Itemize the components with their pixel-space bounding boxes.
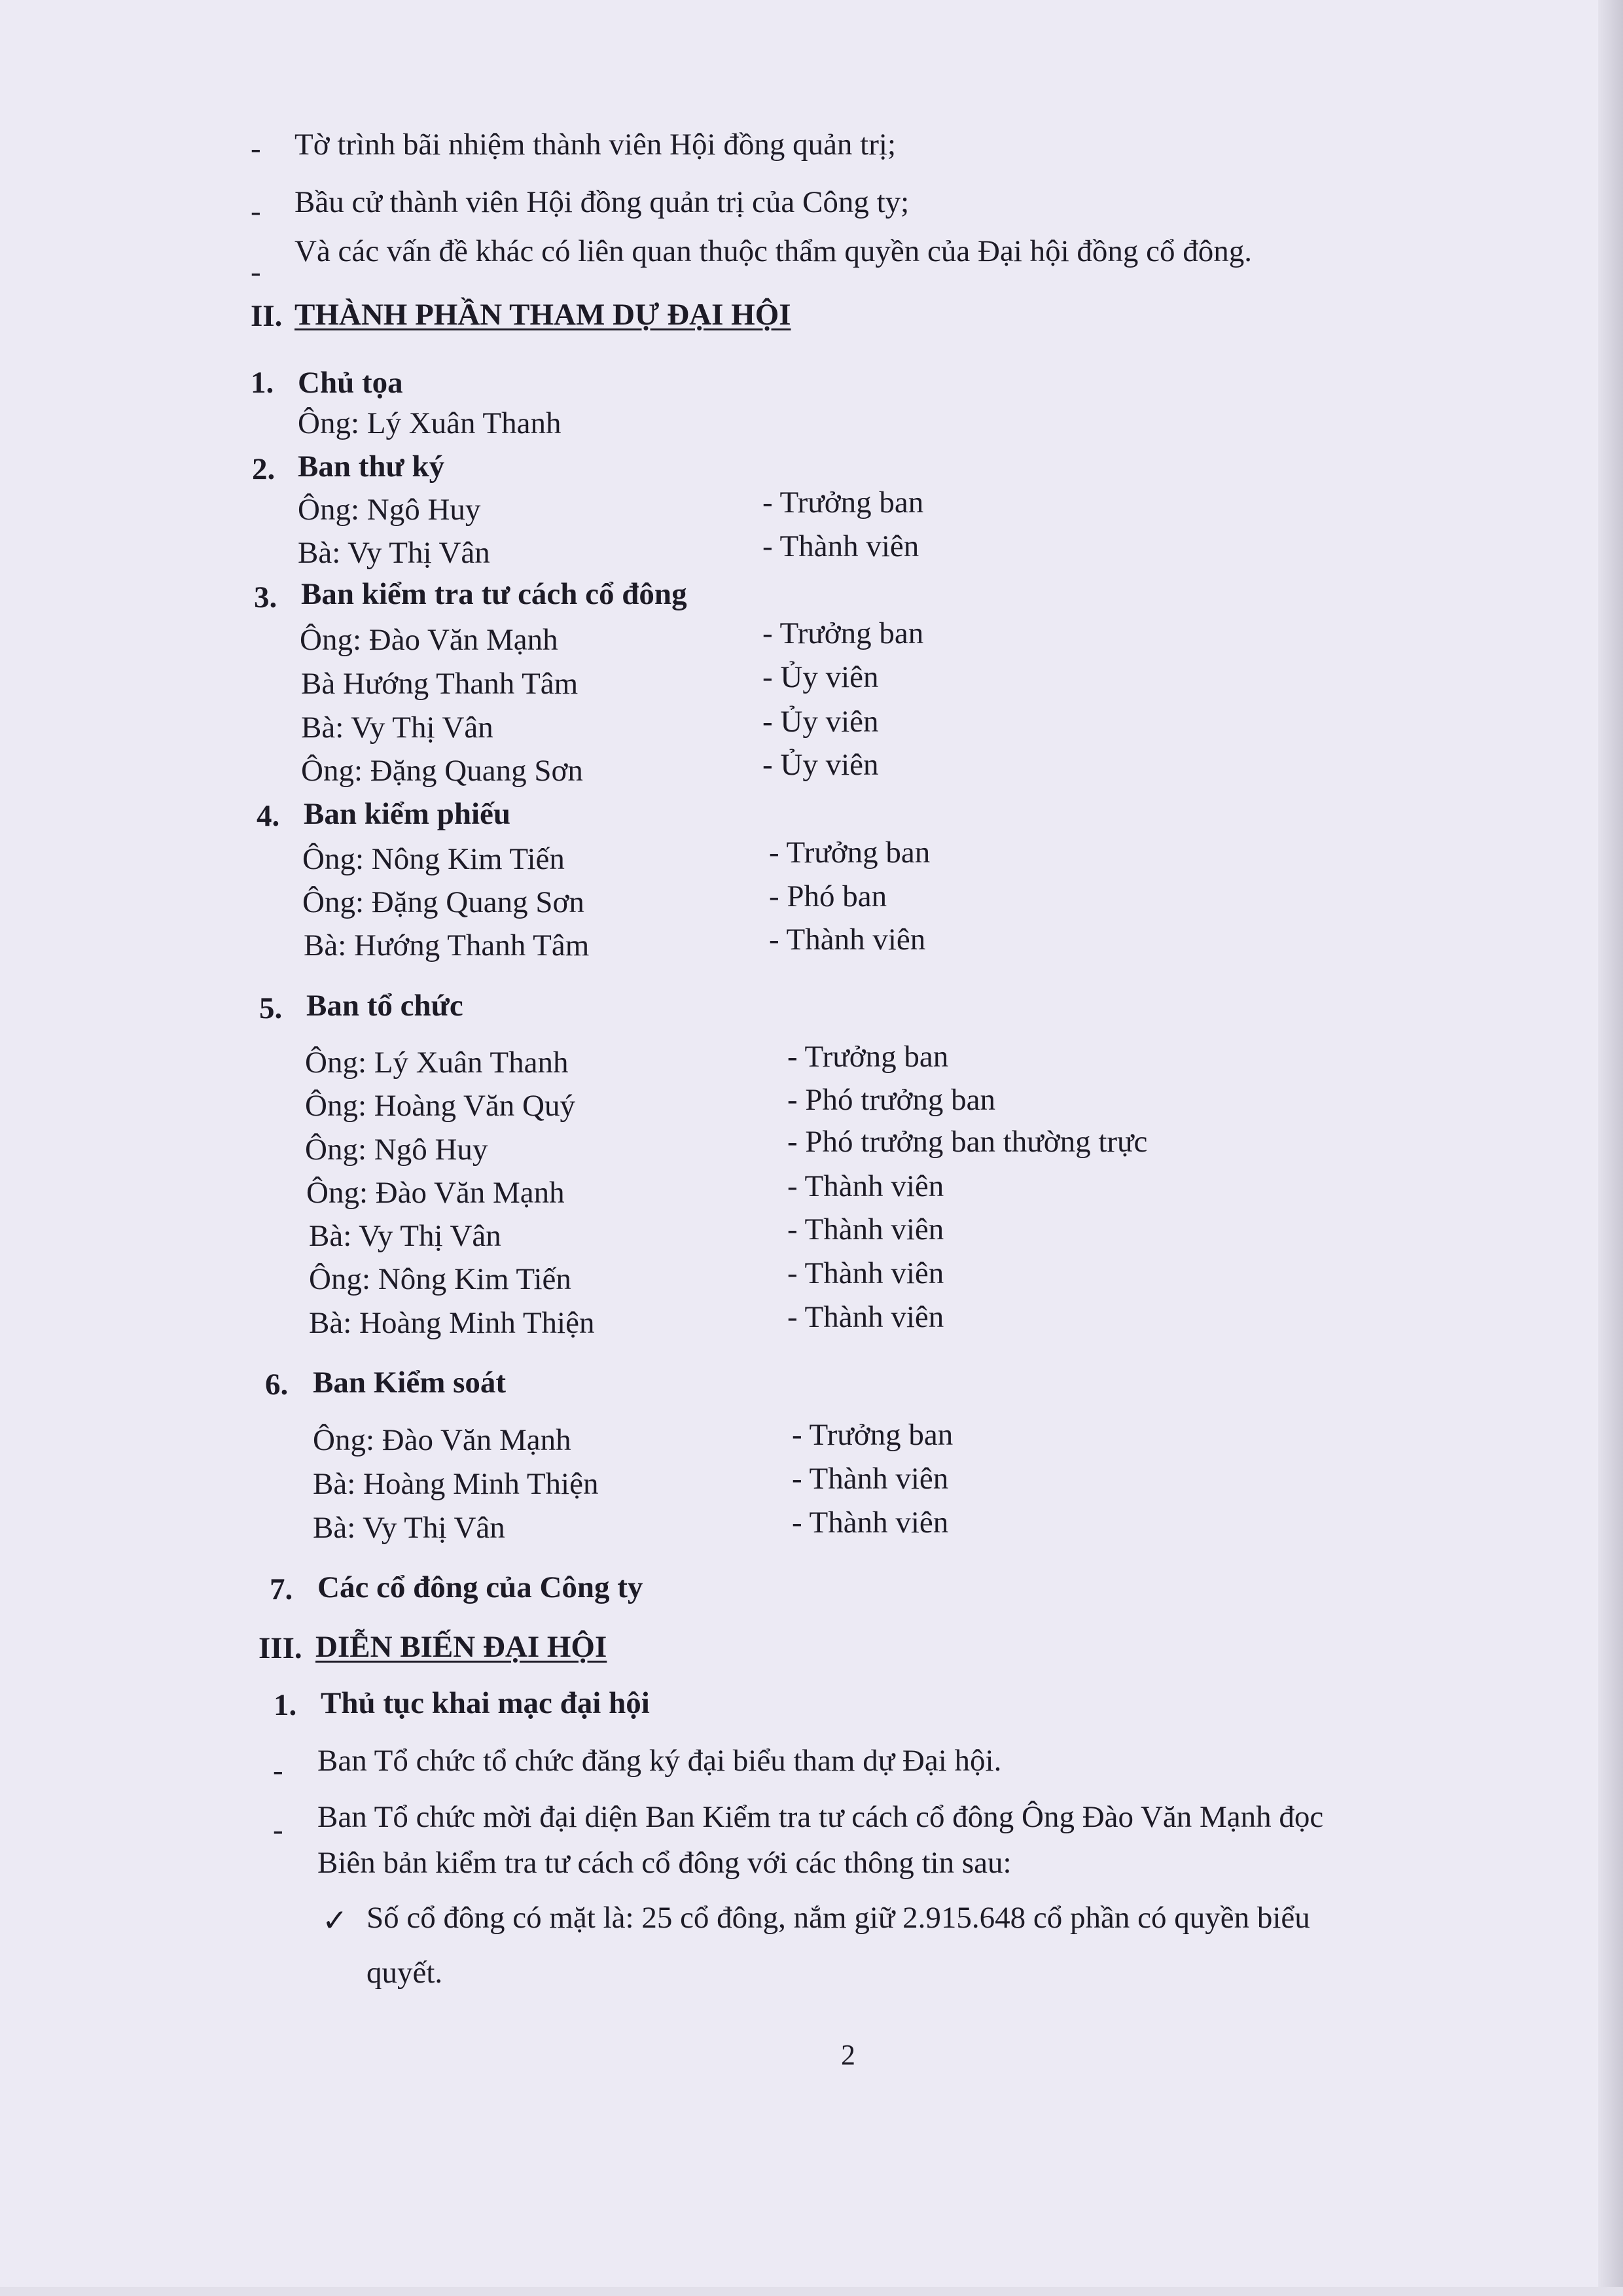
member-role: - Phó trưởng ban thường trực [787, 1125, 1148, 1159]
group-title: Ban kiểm tra tư cách cổ đông [301, 577, 687, 611]
section-title: THÀNH PHẦN THAM DỰ ĐẠI HỘI [294, 298, 791, 332]
member-name: Ông: Nông Kim Tiến [302, 842, 565, 876]
section-title: DIỄN BIẾN ĐẠI HỘI [315, 1630, 607, 1664]
member-role: - Trưởng ban [769, 836, 931, 870]
member-name: Bà: Vy Thị Vân [301, 711, 493, 745]
member-name: Bà: Hoàng Minh Thiện [313, 1467, 599, 1501]
group-title: Ban kiểm phiếu [304, 797, 511, 831]
member-name: Ông: Đào Văn Mạnh [300, 623, 558, 657]
group-title: Các cổ đông của Công ty [317, 1570, 643, 1604]
member-role: - Trưởng ban [762, 486, 924, 520]
member-role: - Thành viên [787, 1300, 944, 1334]
procedure-item-line: Ban Tổ chức mời đại diện Ban Kiểm tra tư cách cổ đông Ông Đào Văn Mạnh đọc [317, 1800, 1324, 1834]
check-item-line: quyết. [366, 1956, 443, 1990]
group-title: Ban thư ký [298, 450, 445, 484]
member-role: - Thành viên [762, 529, 919, 563]
intro-item: Bầu cử thành viên Hội đồng quản trị của Công ty; [294, 185, 910, 219]
member-role: - Thành viên [787, 1169, 944, 1203]
procedure-item-line: Biên bản kiểm tra tư cách cổ đông với các thông tin sau: [317, 1846, 1012, 1880]
member-role: - Ủy viên [762, 748, 879, 782]
group-number: 5. [259, 991, 283, 1025]
bullet-dash: - [251, 255, 261, 289]
member-name: Bà: Vy Thị Vân [313, 1511, 505, 1545]
member-role: - Trưởng ban [787, 1040, 949, 1074]
group-number: 7. [270, 1572, 293, 1606]
member-name: Ông: Đào Văn Mạnh [306, 1176, 565, 1210]
check-item-line: Số cổ đông có mặt là: 25 cổ đông, nắm giữ 2.915.648 cổ phần có quyền biểu [366, 1901, 1310, 1935]
member-role: - Thành viên [787, 1212, 944, 1246]
member-name: Ông: Đặng Quang Sơn [302, 885, 584, 919]
group-title: Ban Kiểm soát [313, 1366, 507, 1400]
bullet-dash: - [251, 132, 261, 166]
page-edge-bottom [0, 2287, 1623, 2296]
member-name: Ông: Lý Xuân Thanh [305, 1046, 569, 1080]
member-name: Bà: Hướng Thanh Tâm [304, 928, 590, 963]
group-number: 6. [265, 1368, 289, 1402]
member-name: Ông: Hoàng Văn Quý [305, 1089, 575, 1123]
section-numeral: II. [251, 299, 283, 333]
member-role: - Phó ban [769, 879, 887, 913]
member-name: Bà: Hoàng Minh Thiện [309, 1306, 595, 1340]
member-name: Bà: Vy Thị Vân [298, 536, 490, 570]
member-role: - Trưởng ban [792, 1418, 954, 1452]
intro-item: Tờ trình bãi nhiệm thành viên Hội đồng quản trị; [294, 128, 897, 162]
member-role: - Ủy viên [762, 705, 879, 739]
member-name: Ông: Ngô Huy [298, 493, 481, 527]
intro-item: Và các vấn đề khác có liên quan thuộc thẩm quyền của Đại hội đồng cổ đông. [294, 234, 1253, 268]
member-role: - Thành viên [769, 923, 926, 957]
group-title: Chủ tọa [298, 366, 403, 400]
member-role: - Thành viên [792, 1462, 949, 1496]
member-name: Ông: Ngô Huy [305, 1133, 488, 1167]
member-role: - Thành viên [792, 1506, 949, 1540]
checkmark-icon: ✓ [322, 1903, 348, 1939]
member-role: - Ủy viên [762, 660, 879, 694]
group-title: Ban tổ chức [306, 989, 463, 1023]
member-role: - Phó trưởng ban [787, 1083, 995, 1117]
subsection-number: 1. [274, 1688, 297, 1722]
page-edge-right [1598, 0, 1623, 2296]
member-role: - Thành viên [787, 1256, 944, 1290]
group-number: 2. [252, 452, 276, 486]
group-number: 4. [257, 799, 280, 833]
bullet-dash: - [251, 194, 261, 228]
member-name: Ông: Đào Văn Mạnh [313, 1423, 571, 1457]
member-name: Bà Hướng Thanh Tâm [301, 667, 579, 701]
group-number: 3. [254, 580, 277, 614]
member-name: Ông: Lý Xuân Thanh [298, 406, 562, 440]
page-number: 2 [841, 2039, 855, 2071]
member-role: - Trưởng ban [762, 616, 924, 650]
bullet-dash: - [273, 1813, 283, 1847]
bullet-dash: - [273, 1754, 283, 1788]
member-name: Ông: Nông Kim Tiến [309, 1262, 571, 1296]
group-number: 1. [251, 366, 274, 400]
procedure-item: Ban Tổ chức tổ chức đăng ký đại biểu tham dự Đại hội. [317, 1744, 1002, 1778]
section-numeral: III. [259, 1631, 302, 1665]
subsection-title: Thủ tục khai mạc đại hội [321, 1686, 650, 1720]
member-name: Ông: Đặng Quang Sơn [301, 754, 583, 788]
member-name: Bà: Vy Thị Vân [309, 1219, 501, 1253]
